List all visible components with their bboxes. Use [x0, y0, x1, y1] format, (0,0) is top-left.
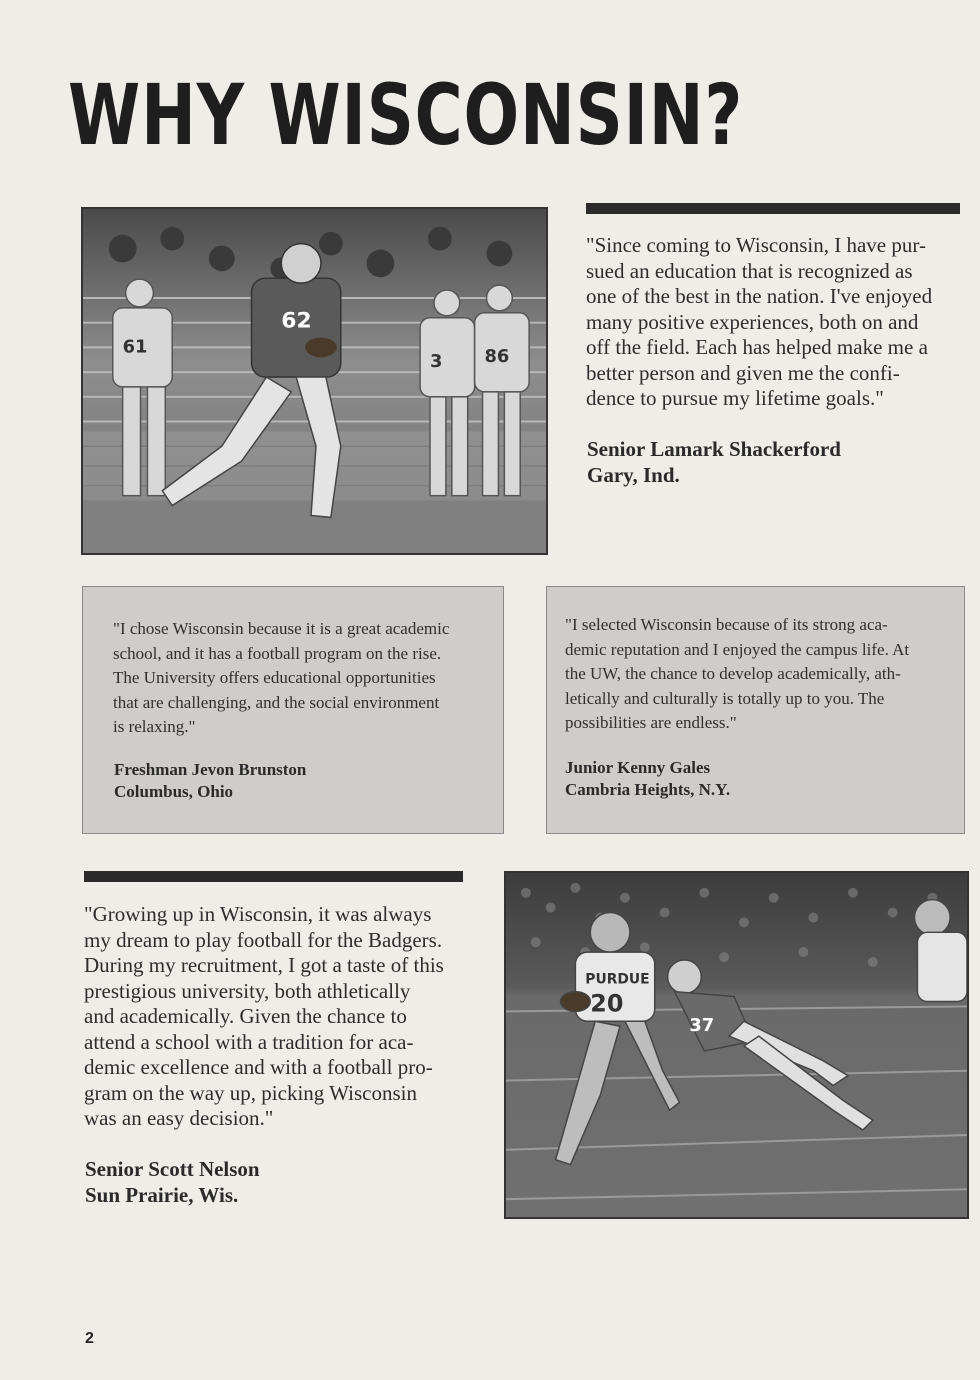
- jersey-number-61: 61: [122, 336, 148, 358]
- quote-line: the UW, the chance to develop academically, ath-: [565, 664, 901, 683]
- quote-box-brunston: [82, 586, 504, 834]
- football-photo-tackle: [504, 871, 969, 1219]
- quote-line: sued an education that is recognized as: [586, 258, 913, 283]
- attribution-name: Freshman Jevon Brunston: [114, 760, 307, 779]
- quote-line: my dream to play football for the Badgers.: [84, 927, 443, 952]
- attribution-name: Senior Lamark Shackerford: [587, 437, 841, 461]
- quote-line: dence to pursue my lifetime goals.": [586, 386, 884, 410]
- divider-bar: [586, 203, 960, 214]
- divider-bar: [84, 871, 463, 882]
- quote-line: During my recruitment, I got a taste of this: [84, 953, 444, 977]
- attribution-gales: [565, 757, 730, 801]
- attribution-hometown: Gary, Ind.: [587, 463, 680, 487]
- quote-line: The University offers educational opportunities: [113, 668, 436, 687]
- football-photo-catch: [81, 207, 548, 555]
- quote-line: gram on the way up, picking Wisconsin: [84, 1080, 417, 1105]
- quote-line: prestigious university, both athletically: [84, 978, 411, 1003]
- quote-line: is relaxing.": [113, 717, 196, 736]
- quote-line: one of the best in the nation. I've enjoyed: [586, 284, 933, 308]
- quote-line: school, and it has a football program on the rise.: [113, 643, 442, 663]
- attribution-hometown: Sun Prairie, Wis.: [85, 1183, 239, 1207]
- attribution-hometown: Cambria Heights, N.Y.: [565, 780, 731, 799]
- quote-line: letically and culturally is totally up to you. The: [565, 688, 885, 708]
- attribution-brunston: [114, 759, 306, 803]
- jersey-number-37: 37: [689, 1015, 715, 1037]
- jersey-number-62: 62: [281, 308, 312, 334]
- quote-line: "I selected Wisconsin because of its strong aca-: [565, 615, 888, 634]
- attribution-hometown: Columbus, Ohio: [114, 782, 234, 801]
- quote-brunston: [113, 617, 483, 740]
- page-number: 2: [85, 1330, 94, 1347]
- quote-line: was an easy decision.": [84, 1106, 274, 1130]
- quote-nelson: [84, 902, 464, 1132]
- attribution-name: Junior Kenny Gales: [565, 758, 711, 777]
- quote-gales: [565, 613, 945, 736]
- quote-shackerford: [586, 233, 962, 412]
- quote-line: possibilities are endless.": [565, 713, 737, 732]
- jersey-number-86: 86: [484, 346, 510, 368]
- jersey-number-3: 3: [430, 351, 443, 373]
- jersey-number-20: 20: [590, 989, 624, 1018]
- quote-line: "Growing up in Wisconsin, it was always: [84, 902, 432, 926]
- quote-line: demic excellence and with a football pro-: [84, 1055, 433, 1079]
- quote-box-gales: [546, 586, 965, 834]
- quote-line: attend a school with a tradition for aca-: [84, 1029, 414, 1054]
- jersey-team-text: PURDUE: [585, 971, 650, 988]
- quote-line: better person and given me the confi-: [586, 360, 900, 385]
- attribution-shackerford: [587, 436, 841, 488]
- quote-line: demic reputation and I enjoyed the campus life. At: [565, 639, 910, 659]
- quote-line: many positive experiences, both on and: [586, 309, 919, 334]
- attribution-nelson: [85, 1156, 260, 1208]
- page-title: WHY WISCONSIN?: [68, 66, 744, 164]
- quote-line: "Since coming to Wisconsin, I have pur-: [586, 233, 926, 257]
- quote-line: "I chose Wisconsin because it is a great academic: [113, 619, 450, 638]
- quote-line: off the field. Each has helped make me a: [586, 335, 928, 359]
- quote-line: and academically. Given the chance to: [84, 1004, 407, 1028]
- attribution-name: Senior Scott Nelson: [85, 1157, 260, 1181]
- quote-line: that are challenging, and the social environment: [113, 692, 440, 712]
